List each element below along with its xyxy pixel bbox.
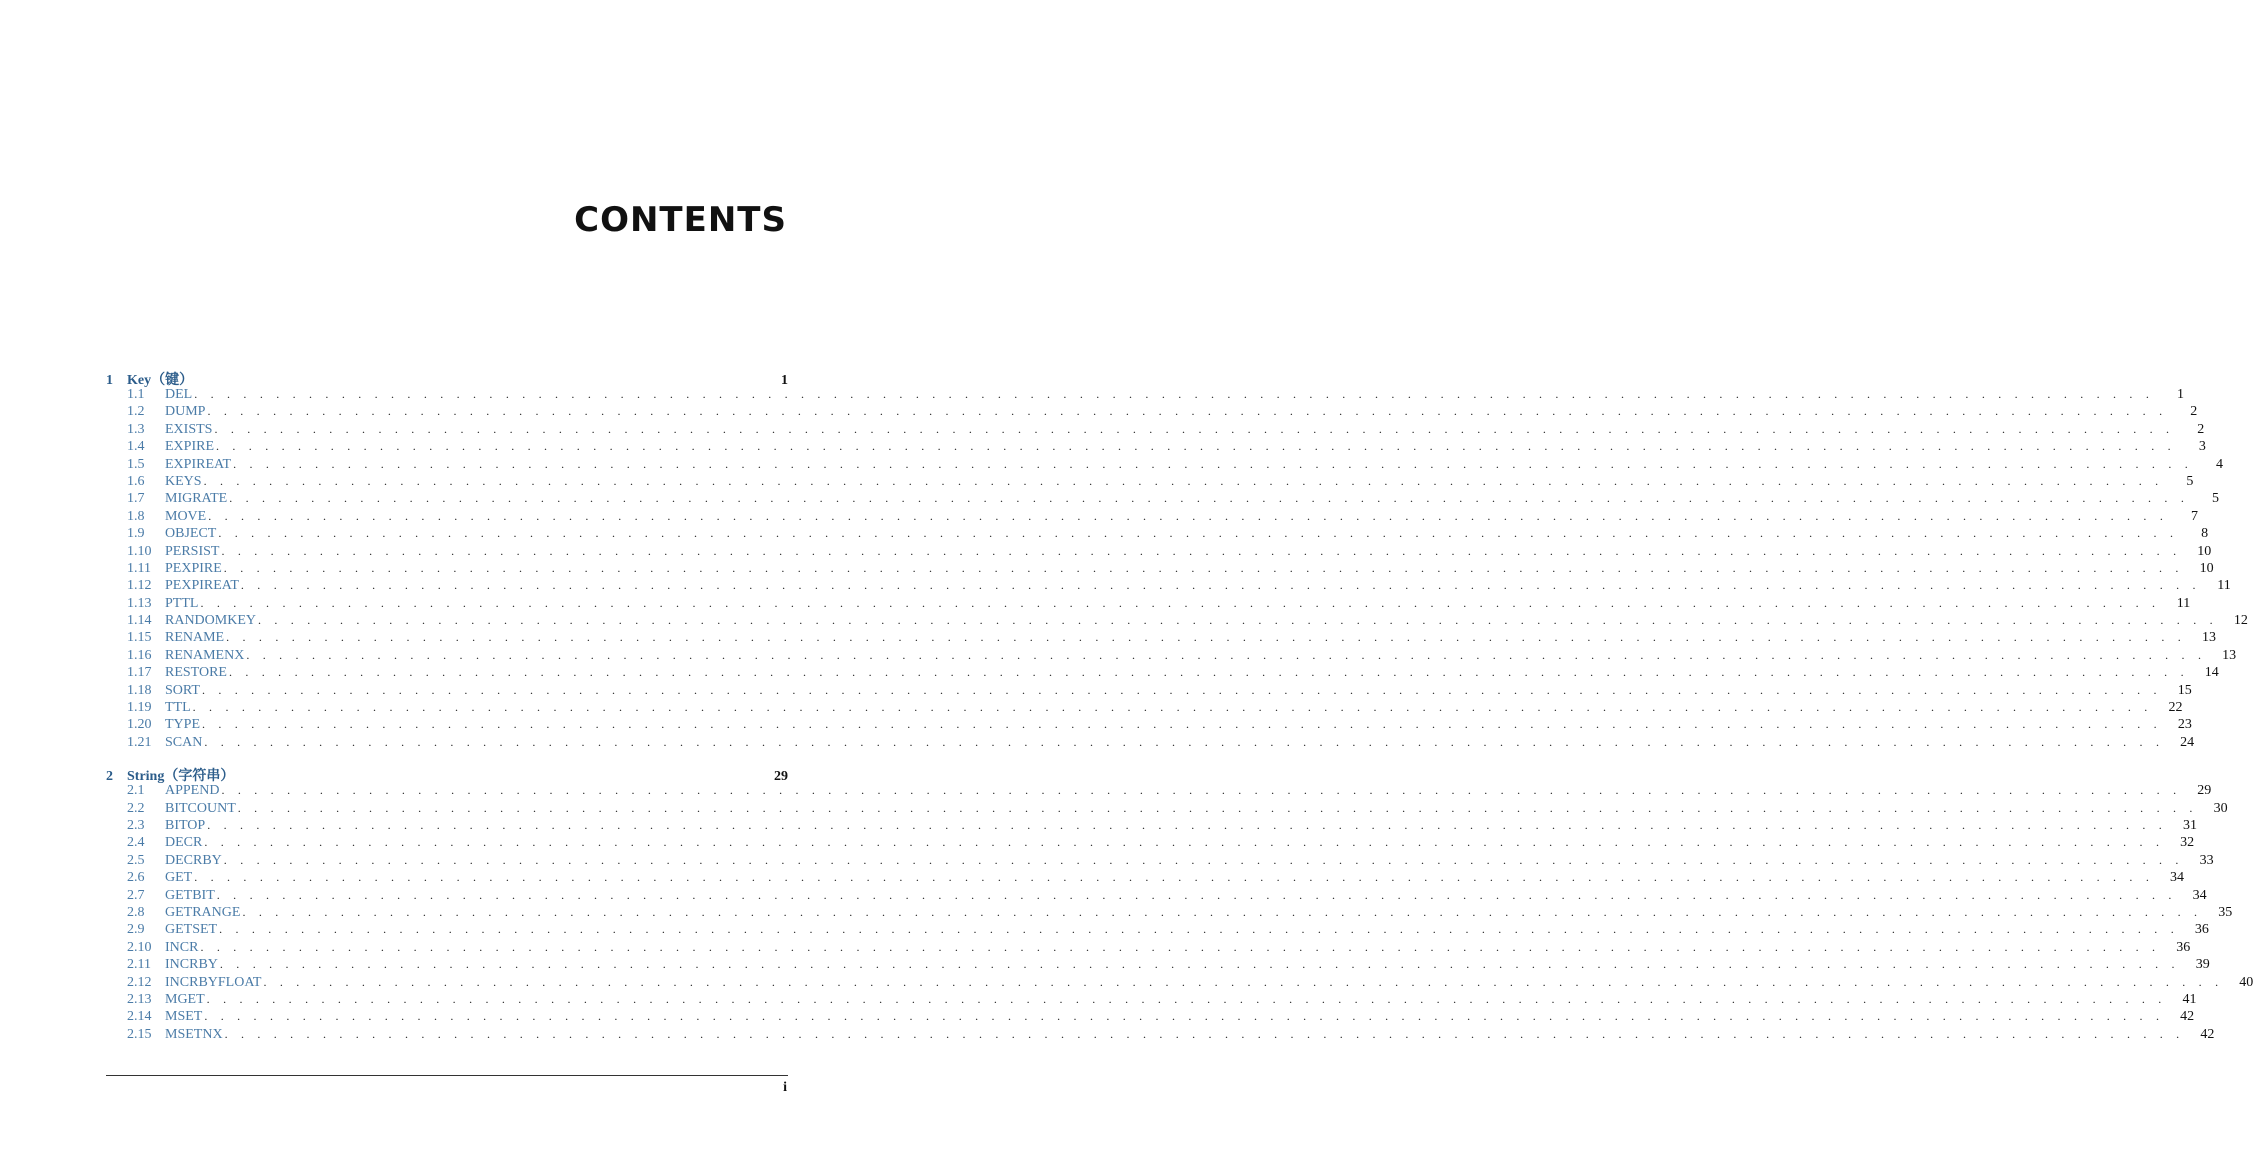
toc-section-entry[interactable] [106, 870, 2185, 887]
section-title-link[interactable]: INCRBYFLOAT [165, 974, 262, 990]
dot-leader: . . . . . . . . . . . . . . . . . . . . . . . . . . . . . . . . . . . . . . . . . . . . . . . . . . . . . . . . . . . . . . . . . . . . . . . . . . . . . . . . . . . . . . . . . . . . . . . . . . . . . . . . . . . . . . . . . . . . . . . . [200, 939, 2161, 954]
dot-leader: . . . . . . . . . . . . . . . . . . . . . . . . . . . . . . . . . . . . . . . . . . . . . . . . . . . . . . . . . . . . . . . . . . . . . . . . . . . . . . . . . . . . . . . . . . . . . . . . . . . . . . . . . . . . . . . . . . . . . . . . [226, 630, 2186, 645]
dot-leader: . . . . . . . . . . . . . . . . . . . . . . . . . . . . . . . . . . . . . . . . . . . . . . . . . . . . . . . . . . . . . . . . . . . . . . . . . . . . . . . . . . . . . . . . . . . . . . . . . . . . . . . . . . . . . . . . . . . . . . . . [216, 439, 2176, 454]
section-page-number: 42 [2200, 1026, 2215, 1042]
section-number: 1.8 [127, 508, 145, 524]
toc-section-entry[interactable] [106, 939, 2191, 957]
dot-leader: . . . . . . . . . . . . . . . . . . . . . . . . . . . . . . . . . . . . . . . . . . . . . . . . . . . . . . . . . . . . . . . . . . . . . . . . . . . . . . . . . . . . . . . . . . . . . . . . . . . . . . . . . . . . . . . . . . . . . . . . [219, 957, 2180, 972]
section-number: 1.18 [127, 682, 152, 698]
dot-leader: . . . . . . . . . . . . . . . . . . . . . . . . . . . . . . . . . . . . . . . . . . . . . . . . . . . . . . . . . . . . . . . . . . . . . . . . . . . . . . . . . . . . . . . . . . . . . . . . . . . . . . . . . . . . . . . . . . . . . . . . [221, 543, 2182, 558]
chapter-page-number: 29 [774, 769, 788, 785]
section-title-link[interactable]: DECRBY [165, 852, 222, 868]
toc-section-entry[interactable] [106, 682, 2192, 700]
toc-section-entry[interactable] [106, 783, 2212, 800]
section-page-number: 40 [2239, 974, 2253, 990]
dot-leader: . . . . . . . . . . . . . . . . . . . . . . . . . . . . . . . . . . . . . . . . . . . . . . . . . . . . . . . . . . . . . . . . . . . . . . . . . . . . . . . . . . . . . . . . . . . . . . . . . . . . . . . . . . . . . . . . . . . . . . . . [204, 734, 2165, 749]
section-number: 2.8 [127, 904, 145, 920]
section-page-number: 24 [2180, 734, 2195, 750]
footer-page-number: i [783, 1080, 787, 1095]
section-page-number: 41 [2182, 991, 2197, 1007]
toc-section-entry[interactable] [106, 508, 2199, 526]
toc-chapter [106, 765, 2253, 1044]
section-title-link[interactable]: APPEND [165, 783, 220, 799]
section-page-number: 11 [2176, 595, 2191, 611]
toc-section-entry[interactable] [106, 717, 2192, 734]
section-number: 2.3 [127, 817, 145, 833]
toc-section-entry[interactable] [106, 665, 2219, 682]
dot-leader: . . . . . . . . . . . . . . . . . . . . . . . . . . . . . . . . . . . . . . . . . . . . . . . . . . . . . . . . . . . . . . . . . . . . . . . . . . . . . . . . . . . . . . . . . . . . . . . . . . . . . . . . . . . . . . . . . . . . . . . . [207, 817, 2168, 832]
toc-section-entry[interactable] [106, 613, 2248, 630]
toc-section-entry[interactable] [106, 852, 2214, 870]
section-number: 2.9 [127, 922, 145, 938]
section-number: 2.13 [127, 991, 152, 1007]
toc-section-entry[interactable] [106, 974, 2253, 992]
section-number: 1.12 [127, 578, 152, 594]
section-title-link[interactable]: PERSIST [165, 543, 220, 559]
dot-leader: . . . . . . . . . . . . . . . . . . . . . . . . . . . . . . . . . . . . . . . . . . . . . . . . . . . . . . . . . . . . . . . . . . . . . . . . . . . . . . . . . . . . . . . . . . . . . . . . . . . . . . . . . . . . . . . . . . . . . . . . [229, 491, 2190, 506]
section-page-number: 14 [2204, 665, 2219, 681]
toc-section-entry[interactable] [106, 700, 2183, 717]
toc-section-entry[interactable] [106, 904, 2233, 922]
section-page-number: 34 [2170, 870, 2185, 886]
section-title-link[interactable]: BITOP [165, 817, 206, 833]
toc-section-entry[interactable] [106, 473, 2194, 491]
section-title-link[interactable]: MOVE [165, 508, 207, 524]
section-title-link[interactable]: PEXPIREAT [165, 578, 239, 594]
section-title-link[interactable]: MSET [165, 1009, 203, 1025]
dot-leader: . . . . . . . . . . . . . . . . . . . . . . . . . . . . . . . . . . . . . . . . . . . . . . . . . . . . . . . . . . . . . . . . . . . . . . . . . . . . . . . . . . . . . . . . . . . . . . . . . . . . . . . . . . . . . . . . . . . . . . . . [202, 717, 2162, 732]
footer-divider [106, 1075, 788, 1076]
section-number: 2.4 [127, 835, 145, 851]
section-title-link[interactable]: PTTL [165, 595, 199, 611]
section-number: 2.14 [127, 1009, 152, 1025]
toc-section-entry[interactable] [106, 991, 2197, 1009]
section-title-link[interactable]: RESTORE [165, 665, 227, 681]
chapter-page-number: 1 [781, 373, 788, 388]
section-number: 2.6 [127, 870, 145, 886]
section-page-number: 35 [2218, 904, 2233, 920]
section-page-number: 34 [2192, 887, 2207, 903]
section-number: 1.4 [127, 439, 145, 455]
section-title-link[interactable]: OBJECT [165, 526, 217, 542]
section-number: 1.11 [127, 560, 151, 576]
section-title-link[interactable]: MSETNX [165, 1026, 223, 1042]
section-number: 1.2 [127, 404, 145, 420]
section-title-link[interactable]: BITCOUNT [165, 800, 236, 816]
section-title-link[interactable]: EXPIREAT [165, 456, 232, 472]
section-title-link[interactable]: PEXPIRE [165, 560, 222, 576]
section-number: 1.13 [127, 595, 152, 611]
toc-chapter-entry[interactable] [106, 765, 788, 783]
dot-leader: . . . . . . . . . . . . . . . . . . . . . . . . . . . . . . . . . . . . . . . . . . . . . . . . . . . . . . . . . . . . . . . . . . . . . . . . . . . . . . . . . . . . . . . . . . . . . . . . . . . . . . . . . . . . . . . . . . . . . . . . [242, 904, 2203, 919]
dot-leader: . . . . . . . . . . . . . . . . . . . . . . . . . . . . . . . . . . . . . . . . . . . . . . . . . . . . . . . . . . . . . . . . . . . . . . . . . . . . . . . . . . . . . . . . . . . . . . . . . . . . . . . . . . . . . . . . . . . . . . . . [224, 1026, 2185, 1041]
section-page-number: 32 [2180, 835, 2195, 851]
section-title-link[interactable]: SORT [165, 682, 200, 698]
dot-leader: . . . . . . . . . . . . . . . . . . . . . . . . . . . . . . . . . . . . . . . . . . . . . . . . . . . . . . . . . . . . . . . . . . . . . . . . . . . . . . . . . . . . . . . . . . . . . . . . . . . . . . . . . . . . . . . . . . . . . . . . [207, 404, 2168, 419]
section-title-link[interactable]: EXISTS [165, 421, 213, 437]
toc-section-entry[interactable] [106, 1026, 2215, 1044]
section-number: 1.15 [127, 630, 152, 646]
section-number: 1.7 [127, 491, 145, 507]
section-title-link[interactable]: DUMP [165, 404, 206, 420]
section-number: 2.11 [127, 957, 151, 973]
section-page-number: 2 [2190, 404, 2198, 420]
section-page-number: 11 [2217, 578, 2231, 594]
section-page-number: 7 [2191, 508, 2199, 524]
dot-leader: . . . . . . . . . . . . . . . . . . . . . . . . . . . . . . . . . . . . . . . . . . . . . . . . . . . . . . . . . . . . . . . . . . . . . . . . . . . . . . . . . . . . . . . . . . . . . . . . . . . . . . . . . . . . . . . . . . . . . . . . [216, 887, 2177, 902]
section-page-number: 29 [2197, 783, 2212, 799]
dot-leader: . . . . . . . . . . . . . . . . . . . . . . . . . . . . . . . . . . . . . . . . . . . . . . . . . . . . . . . . . . . . . . . . . . . . . . . . . . . . . . . . . . . . . . . . . . . . . . . . . . . . . . . . . . . . . . . . . . . . . . . . [194, 387, 2155, 401]
section-page-number: 39 [2195, 957, 2210, 973]
section-number: 1.3 [127, 421, 145, 437]
section-number: 1.14 [127, 613, 152, 629]
section-number: 2.7 [127, 887, 145, 903]
section-page-number: 8 [2201, 526, 2209, 542]
dot-leader: . . . . . . . . . . . . . . . . . . . . . . . . . . . . . . . . . . . . . . . . . . . . . . . . . . . . . . . . . . . . . . . . . . . . . . . . . . . . . . . . . . . . . . . . . . . . . . . . . . . . . . . . . . . . . . . . . . . . . . . . [194, 870, 2155, 885]
toc-section-entry[interactable] [106, 887, 2207, 905]
section-title-link[interactable]: GETSET [165, 922, 218, 938]
dot-leader: . . . . . . . . . . . . . . . . . . . . . . . . . . . . . . . . . . . . . . . . . . . . . . . . . . . . . . . . . . . . . . . . . . . . . . . . . . . . . . . . . . . . . . . . . . . . . . . . . . . . . . . . . . . . . . . . . . . . . . . . [228, 665, 2189, 680]
table-of-contents [106, 369, 2253, 1057]
section-page-number: 36 [2194, 922, 2209, 938]
toc-chapter [106, 369, 2248, 752]
section-number: 2.15 [127, 1026, 152, 1042]
toc-section-entry[interactable] [106, 404, 2198, 421]
toc-section-entry[interactable] [106, 595, 2191, 613]
section-title-link[interactable]: RENAMENX [165, 647, 245, 663]
dot-leader: . . . . . . . . . . . . . . . . . . . . . . . . . . . . . . . . . . . . . . . . . . . . . . . . . . . . . . . . . . . . . . . . . . . . . . . . . . . . . . . . . . . . . . . . . . . . . . . . . . . . . . . . . . . . . . . . . . . . . . . . [201, 682, 2162, 697]
section-title-link[interactable]: RENAME [165, 630, 225, 646]
dot-leader: . . . . . . . . . . . . . . . . . . . . . . . . . . . . . . . . . . . . . . . . . . . . . . . . . . . . . . . . . . . . . . . . . . . . . . . . . . . . . . . . . . . . . . . . . . . . . . . . . . . . . . . . . . . . . . . . . . . . . . . . [223, 560, 2184, 575]
section-number: 1.9 [127, 526, 145, 542]
toc-section-entry[interactable] [106, 421, 2205, 439]
dot-leader: . . . . . . . . . . . . . . . . . . . . . . . . . . . . . . . . . . . . . . . . . . . . . . . . . . . . . . . . . . . . . . . . . . . . . . . . . . . . . . . . . . . . . . . . . . . . . . . . . . . . . . . . . . . . . . . . . . . . . . . . [204, 835, 2165, 850]
section-page-number: 3 [2198, 439, 2206, 455]
chapter-title-link[interactable]: Key（键） [127, 373, 194, 388]
toc-section-entry[interactable] [106, 526, 2209, 543]
section-page-number: 13 [2201, 630, 2216, 646]
toc-chapter-entry[interactable] [106, 369, 788, 387]
section-page-number: 33 [2199, 852, 2214, 868]
toc-section-entry[interactable] [106, 800, 2228, 818]
section-page-number: 15 [2177, 682, 2192, 698]
chapter-number: 1 [106, 373, 113, 388]
section-page-number: 23 [2177, 717, 2192, 733]
section-page-number: 1 [2177, 387, 2185, 402]
section-page-number: 5 [2186, 473, 2194, 489]
section-page-number: 30 [2213, 800, 2228, 816]
toc-section-entry[interactable] [106, 817, 2198, 835]
toc-section-entry[interactable] [106, 456, 2223, 474]
section-title-link[interactable]: GETBIT [165, 887, 215, 903]
dot-leader: . . . . . . . . . . . . . . . . . . . . . . . . . . . . . . . . . . . . . . . . . . . . . . . . . . . . . . . . . . . . . . . . . . . . . . . . . . . . . . . . . . . . . . . . . . . . . . . . . . . . . . . . . . . . . . . . . . . . . . . . [223, 852, 2184, 867]
section-page-number: 42 [2180, 1009, 2195, 1025]
section-page-number: 12 [2233, 613, 2248, 629]
toc-section-entry[interactable] [106, 1009, 2195, 1026]
section-page-number: 22 [2168, 700, 2183, 716]
chapter-number: 2 [106, 769, 113, 785]
dot-leader: . . . . . . . . . . . . . . . . . . . . . . . . . . . . . . . . . . . . . . . . . . . . . . . . . . . . . . . . . . . . . . . . . . . . . . . . . . . . . . . . . . . . . . . . . . . . . . . . . . . . . . . . . . . . . . . . . . . . . . . . [219, 922, 2179, 937]
toc-section-entry[interactable] [106, 835, 2195, 852]
section-title-link[interactable]: SCAN [165, 734, 203, 750]
toc-section-entry[interactable] [106, 439, 2206, 456]
section-number: 2.10 [127, 939, 152, 955]
section-title-link[interactable]: DEL [165, 387, 193, 402]
section-page-number: 10 [2197, 543, 2212, 559]
dot-leader: . . . . . . . . . . . . . . . . . . . . . . . . . . . . . . . . . . . . . . . . . . . . . . . . . . . . . . . . . . . . . . . . . . . . . . . . . . . . . . . . . . . . . . . . . . . . . . . . . . . . . . . . . . . . . . . . . . . . . . . . [237, 800, 2198, 815]
toc-section-entry[interactable] [106, 630, 2216, 647]
section-page-number: 4 [2215, 456, 2223, 472]
dot-leader: . . . . . . . . . . . . . . . . . . . . . . . . . . . . . . . . . . . . . . . . . . . . . . . . . . . . . . . . . . . . . . . . . . . . . . . . . . . . . . . . . . . . . . . . . . . . . . . . . . . . . . . . . . . . . . . . . . . . . . . . [204, 1009, 2165, 1024]
section-title-link[interactable]: MGET [165, 991, 205, 1007]
section-title-link[interactable]: EXPIRE [165, 439, 214, 455]
dot-leader: . . . . . . . . . . . . . . . . . . . . . . . . . . . . . . . . . . . . . . . . . . . . . . . . . . . . . . . . . . . . . . . . . . . . . . . . . . . . . . . . . . . . . . . . . . . . . . . . . . . . . . . . . . . . . . . . . . . . . . . . [246, 647, 2207, 662]
section-title-link[interactable]: TTL [165, 700, 191, 716]
section-title-link[interactable]: MIGRATE [165, 491, 228, 507]
section-title-link[interactable]: GETRANGE [165, 904, 241, 920]
toc-section-entry[interactable] [106, 543, 2212, 561]
toc-section-entry[interactable] [106, 387, 2185, 404]
section-title-link[interactable]: DECR [165, 835, 203, 851]
section-page-number: 5 [2212, 491, 2220, 507]
dot-leader: . . . . . . . . . . . . . . . . . . . . . . . . . . . . . . . . . . . . . . . . . . . . . . . . . . . . . . . . . . . . . . . . . . . . . . . . . . . . . . . . . . . . . . . . . . . . . . . . . . . . . . . . . . . . . . . . . . . . . . . . [233, 456, 2193, 471]
section-number: 1.21 [127, 734, 152, 750]
section-number: 1.5 [127, 456, 145, 472]
section-number: 1.6 [127, 473, 145, 489]
section-number: 1.20 [127, 717, 152, 733]
section-number: 2.12 [127, 974, 152, 990]
section-title-link[interactable]: GET [165, 870, 193, 886]
toc-section-entry[interactable] [106, 560, 2214, 578]
section-number: 1.17 [127, 665, 152, 681]
section-number: 1.1 [127, 387, 145, 402]
section-number: 2.2 [127, 800, 145, 816]
page-title: CONTENTS [574, 200, 787, 240]
dot-leader: . . . . . . . . . . . . . . . . . . . . . . . . . . . . . . . . . . . . . . . . . . . . . . . . . . . . . . . . . . . . . . . . . . . . . . . . . . . . . . . . . . . . . . . . . . . . . . . . . . . . . . . . . . . . . . . . . . . . . . . . [208, 508, 2169, 523]
dot-leader: . . . . . . . . . . . . . . . . . . . . . . . . . . . . . . . . . . . . . . . . . . . . . . . . . . . . . . . . . . . . . . . . . . . . . . . . . . . . . . . . . . . . . . . . . . . . . . . . . . . . . . . . . . . . . . . . . . . . . . . . [192, 700, 2153, 715]
section-title-link[interactable]: RANDOMKEY [165, 613, 256, 629]
section-page-number: 10 [2199, 560, 2214, 576]
section-page-number: 13 [2222, 647, 2237, 663]
dot-leader: . . . . . . . . . . . . . . . . . . . . . . . . . . . . . . . . . . . . . . . . . . . . . . . . . . . . . . . . . . . . . . . . . . . . . . . . . . . . . . . . . . . . . . . . . . . . . . . . . . . . . . . . . . . . . . . . . . . . . . . . [258, 613, 2218, 628]
section-page-number: 2 [2197, 421, 2205, 437]
section-number: 1.10 [127, 543, 152, 559]
toc-section-entry[interactable] [106, 647, 2237, 665]
toc-section-entry[interactable] [106, 734, 2195, 752]
section-number: 2.1 [127, 783, 145, 799]
section-number: 1.19 [127, 700, 152, 716]
dot-leader: . . . . . . . . . . . . . . . . . . . . . . . . . . . . . . . . . . . . . . . . . . . . . . . . . . . . . . . . . . . . . . . . . . . . . . . . . . . . . . . . . . . . . . . . . . . . . . . . . . . . . . . . . . . . . . . . . . . . . . . . [203, 473, 2164, 488]
toc-section-entry[interactable] [106, 922, 2209, 939]
dot-leader: . . . . . . . . . . . . . . . . . . . . . . . . . . . . . . . . . . . . . . . . . . . . . . . . . . . . . . . . . . . . . . . . . . . . . . . . . . . . . . . . . . . . . . . . . . . . . . . . . . . . . . . . . . . . . . . . . . . . . . . . [200, 595, 2161, 610]
chapter-title-link[interactable]: String（字符串） [127, 769, 235, 785]
section-number: 1.16 [127, 647, 152, 663]
toc-section-entry[interactable] [106, 957, 2210, 974]
section-title-link[interactable]: TYPE [165, 717, 200, 733]
dot-leader: . . . . . . . . . . . . . . . . . . . . . . . . . . . . . . . . . . . . . . . . . . . . . . . . . . . . . . . . . . . . . . . . . . . . . . . . . . . . . . . . . . . . . . . . . . . . . . . . . . . . . . . . . . . . . . . . . . . . . . . . [240, 578, 2201, 593]
dot-leader: . . . . . . . . . . . . . . . . . . . . . . . . . . . . . . . . . . . . . . . . . . . . . . . . . . . . . . . . . . . . . . . . . . . . . . . . . . . . . . . . . . . . . . . . . . . . . . . . . . . . . . . . . . . . . . . . . . . . . . . . [214, 421, 2175, 436]
toc-section-entry[interactable] [106, 578, 2231, 595]
toc-section-entry[interactable] [106, 491, 2220, 508]
dot-leader: . . . . . . . . . . . . . . . . . . . . . . . . . . . . . . . . . . . . . . . . . . . . . . . . . . . . . . . . . . . . . . . . . . . . . . . . . . . . . . . . . . . . . . . . . . . . . . . . . . . . . . . . . . . . . . . . . . . . . . . . [221, 783, 2182, 798]
section-page-number: 36 [2176, 939, 2191, 955]
section-title-link[interactable]: KEYS [165, 473, 202, 489]
section-page-number: 31 [2183, 817, 2198, 833]
section-title-link[interactable]: INCRBY [165, 957, 218, 973]
dot-leader: . . . . . . . . . . . . . . . . . . . . . . . . . . . . . . . . . . . . . . . . . . . . . . . . . . . . . . . . . . . . . . . . . . . . . . . . . . . . . . . . . . . . . . . . . . . . . . . . . . . . . . . . . . . . . . . . . . . . . . . . [206, 991, 2167, 1006]
section-title-link[interactable]: INCR [165, 939, 199, 955]
dot-leader: . . . . . . . . . . . . . . . . . . . . . . . . . . . . . . . . . . . . . . . . . . . . . . . . . . . . . . . . . . . . . . . . . . . . . . . . . . . . . . . . . . . . . . . . . . . . . . . . . . . . . . . . . . . . . . . . . . . . . . . . [263, 974, 2224, 989]
dot-leader: . . . . . . . . . . . . . . . . . . . . . . . . . . . . . . . . . . . . . . . . . . . . . . . . . . . . . . . . . . . . . . . . . . . . . . . . . . . . . . . . . . . . . . . . . . . . . . . . . . . . . . . . . . . . . . . . . . . . . . . . [218, 526, 2179, 541]
section-number: 2.5 [127, 852, 145, 868]
